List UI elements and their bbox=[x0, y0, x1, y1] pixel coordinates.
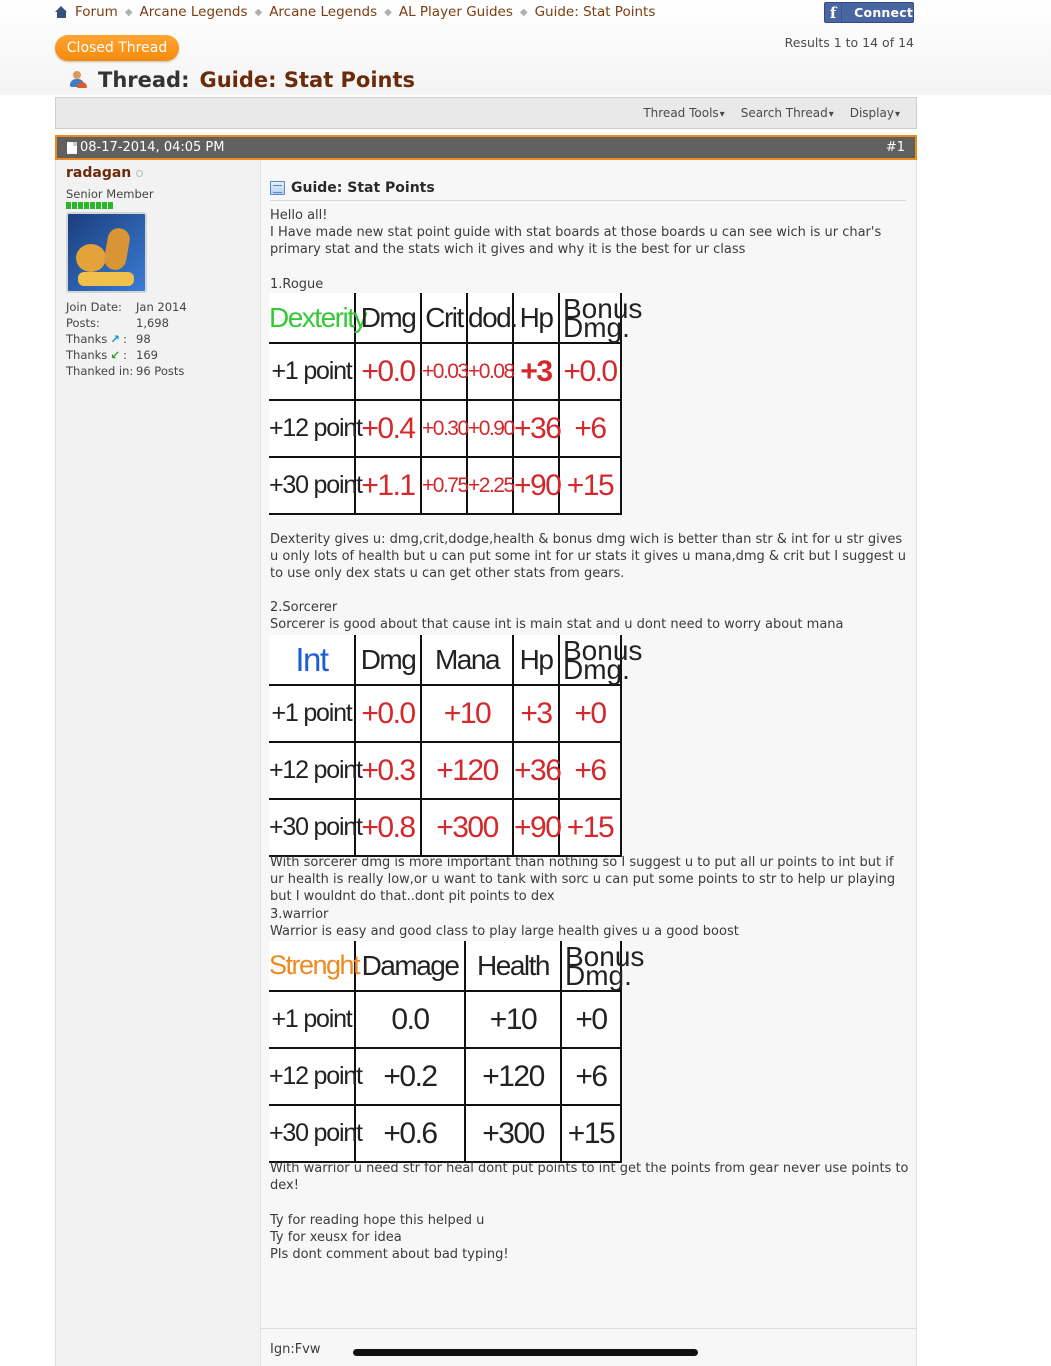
thread-tools-menu[interactable]: Thread Tools ▾ bbox=[643, 106, 724, 120]
warrior-stat-table bbox=[269, 940, 645, 1163]
table-cell: +90 bbox=[513, 457, 559, 514]
results-count: Results 1 to 14 of 14 bbox=[784, 35, 914, 50]
table-header-cell: Hp bbox=[513, 635, 559, 685]
post-date: 08-17-2014, 04:05 PM bbox=[80, 140, 225, 155]
outro-line: Ty for reading hope this helped u bbox=[270, 1213, 485, 1228]
closed-thread-button[interactable]: Closed Thread bbox=[55, 35, 179, 61]
table-cell: +36 bbox=[513, 742, 559, 799]
username[interactable]: radagan bbox=[66, 165, 132, 181]
table-row bbox=[269, 685, 621, 742]
table-header-cell: Damage bbox=[355, 941, 465, 991]
table-header-cell: Hp bbox=[513, 293, 559, 343]
facebook-connect-label: Connect bbox=[854, 5, 913, 20]
stat-label: Thanked in: bbox=[66, 364, 134, 378]
table-cell: +0.90 bbox=[467, 400, 513, 457]
stat-value: 1,698 bbox=[136, 316, 169, 330]
table-cell: +6 bbox=[561, 1048, 621, 1105]
stat-label-wrap: Thanks ↙ : bbox=[66, 348, 127, 362]
table-header-cell: Health bbox=[465, 941, 561, 991]
table-cell: 0.0 bbox=[355, 991, 465, 1048]
intro-text bbox=[270, 207, 910, 258]
breadcrumb-forum[interactable]: Forum bbox=[75, 4, 118, 20]
table-header-cell: Crit bbox=[421, 293, 467, 343]
table-cell: +1 point bbox=[269, 991, 355, 1048]
sorcerer-stat-table bbox=[269, 634, 643, 857]
table-cell: +0.30 bbox=[421, 400, 467, 457]
table-cell: +0.0 bbox=[355, 343, 421, 400]
stat-label: Posts: bbox=[66, 316, 100, 330]
table-cell: +90 bbox=[513, 799, 559, 856]
avatar[interactable] bbox=[66, 212, 147, 293]
warrior-heading: 3.warrior bbox=[270, 907, 329, 922]
user-title: Senior Member bbox=[66, 187, 154, 201]
table-header-cell: Int bbox=[269, 635, 355, 685]
table-cell: +0.75 bbox=[421, 457, 467, 514]
table-cell: +15 bbox=[559, 457, 621, 514]
stat-value: 96 Posts bbox=[136, 364, 185, 378]
thread-toolbar bbox=[55, 97, 917, 129]
table-cell: +0.8 bbox=[355, 799, 421, 856]
table-row bbox=[269, 457, 621, 514]
username-wrap bbox=[66, 165, 246, 181]
table-row bbox=[269, 799, 621, 856]
rogue-text: Dexterity gives u: dmg,crit,dodge,health & bonus dmg wich is better than str & int for u str gives u only lots of health but u can put some int for ur stats it gives u mana,dmg & crit but I suggest u to use only dex stats u can get other stats from gears. bbox=[270, 532, 906, 581]
table-cell: +6 bbox=[559, 742, 621, 799]
table-header-cell: Bonus Dmg. bbox=[561, 941, 621, 991]
table-row bbox=[269, 742, 621, 799]
sorcerer-intro: Sorcerer is good about that cause int is main stat and u dont need to worry about mana bbox=[270, 617, 844, 632]
table-cell: +300 bbox=[465, 1105, 561, 1162]
table-row bbox=[269, 1105, 621, 1162]
outro-line: Pls dont comment about bad typing! bbox=[270, 1247, 509, 1262]
signature: Ign:Fvw bbox=[270, 1342, 321, 1357]
table-cell: +10 bbox=[465, 991, 561, 1048]
stat-label: Thanks bbox=[66, 348, 108, 362]
table-cell: +120 bbox=[465, 1048, 561, 1105]
post-date-wrap bbox=[67, 140, 224, 155]
signature-divider bbox=[260, 1328, 916, 1329]
breadcrumb-arcane-legends[interactable]: Arcane Legends bbox=[139, 4, 248, 20]
table-cell: +120 bbox=[421, 742, 513, 799]
home-icon[interactable] bbox=[55, 6, 68, 18]
search-thread-menu[interactable]: Search Thread ▾ bbox=[741, 106, 834, 120]
breadcrumb-current: Guide: Stat Points bbox=[534, 4, 656, 20]
table-cell: +300 bbox=[421, 799, 513, 856]
table-header-cell: Dexterity bbox=[269, 293, 355, 343]
display-menu[interactable]: Display ▾ bbox=[850, 106, 900, 120]
table-cell: +0.2 bbox=[355, 1048, 465, 1105]
user-stats bbox=[66, 301, 246, 378]
intro-line: I Have made new stat point guide with stat boards at those boards u can see wich is ur char's primary stat and the stats wich it gives and why it is the best for ur class bbox=[270, 225, 882, 257]
table-header-cell: Bonus Dmg. bbox=[559, 293, 621, 343]
breadcrumb-separator-icon: ◆ bbox=[254, 6, 263, 18]
table-cell: +0.4 bbox=[355, 400, 421, 457]
stat-value: 169 bbox=[136, 348, 158, 362]
rogue-stat-table bbox=[269, 292, 643, 515]
table-row bbox=[269, 635, 621, 685]
breadcrumb-separator-icon: ◆ bbox=[124, 6, 133, 18]
table-cell: +10 bbox=[421, 685, 513, 742]
table-cell: +0.6 bbox=[355, 1105, 465, 1162]
table-cell: +0.0 bbox=[559, 343, 621, 400]
table-row bbox=[269, 941, 621, 991]
table-cell: +0.0 bbox=[355, 685, 421, 742]
table-header-cell: dod. bbox=[467, 293, 513, 343]
breadcrumb-separator-icon: ◆ bbox=[519, 6, 528, 18]
reputation-bar bbox=[66, 202, 246, 209]
table-cell: +0.3 bbox=[355, 742, 421, 799]
table-cell: +12 point bbox=[269, 742, 355, 799]
table-header-cell: Mana bbox=[421, 635, 513, 685]
table-cell: +12 point bbox=[269, 1048, 355, 1105]
intro-line: Hello all! bbox=[270, 208, 328, 223]
table-header-cell: Dmg bbox=[355, 293, 421, 343]
arrow-up-right-icon: ↗ bbox=[110, 332, 120, 346]
table-cell: +36 bbox=[513, 400, 559, 457]
table-cell: +30 point bbox=[269, 457, 355, 514]
table-cell: +12 point bbox=[269, 400, 355, 457]
page-title bbox=[68, 68, 415, 92]
arrow-down-left-icon: ↙ bbox=[110, 348, 120, 362]
warrior-text: With warrior u need str for heal dont put points to int get the points from gear never use points to dex! bbox=[270, 1161, 909, 1193]
table-cell: +15 bbox=[561, 1105, 621, 1162]
breadcrumb-al-player-guides[interactable]: AL Player Guides bbox=[398, 4, 513, 20]
facebook-connect-button[interactable] bbox=[824, 2, 914, 23]
rogue-heading: 1.Rogue bbox=[270, 277, 324, 292]
sorcerer-heading: 2.Sorcerer bbox=[270, 600, 338, 615]
home-indicator[interactable] bbox=[353, 1349, 698, 1356]
table-row bbox=[269, 293, 621, 343]
table-cell: +0 bbox=[561, 991, 621, 1048]
table-cell: +15 bbox=[559, 799, 621, 856]
table-header-cell: Strenght bbox=[269, 941, 355, 991]
offline-status-icon bbox=[136, 170, 143, 177]
facebook-icon: f bbox=[825, 3, 842, 22]
table-header-cell: Bonus Dmg. bbox=[559, 635, 621, 685]
breadcrumb-separator-icon: ◆ bbox=[384, 6, 392, 18]
table-row bbox=[269, 400, 621, 457]
table-cell: +0.08 bbox=[467, 343, 513, 400]
stat-value: 98 bbox=[136, 332, 151, 346]
message-icon bbox=[270, 181, 285, 195]
table-cell: +3 bbox=[513, 343, 559, 400]
stat-label-wrap: Thanks ↗ : bbox=[66, 332, 127, 346]
table-header-cell: Dmg bbox=[355, 635, 421, 685]
table-row bbox=[269, 991, 621, 1048]
sorcerer-text: With sorcerer dmg is more important than nothing so I suggest u to put all ur points to int but if ur health is really low,or u want to tank with sorc u can put some points to str to help ur playing but I wouldnt do that..dont pit points to dex bbox=[270, 855, 896, 904]
thread-title: Guide: Stat Points bbox=[199, 68, 416, 92]
breadcrumb bbox=[55, 4, 655, 20]
breadcrumb-arcane-legends-sub[interactable]: Arcane Legends bbox=[269, 4, 378, 20]
post-title bbox=[270, 176, 906, 201]
document-icon bbox=[67, 142, 77, 154]
outro-line: Ty for xeusx for idea bbox=[270, 1230, 402, 1245]
table-cell: +1 point bbox=[269, 685, 355, 742]
table-cell: +30 point bbox=[269, 1105, 355, 1162]
warrior-intro: Warrior is easy and good class to play large health gives u a good boost bbox=[270, 924, 739, 939]
table-cell: +2.25 bbox=[467, 457, 513, 514]
people-icon bbox=[68, 71, 88, 89]
table-cell: +0.03 bbox=[421, 343, 467, 400]
table-row bbox=[269, 343, 621, 400]
stat-value: Jan 2014 bbox=[136, 300, 187, 314]
outro-text bbox=[270, 1212, 910, 1263]
stat-label: Thanks bbox=[66, 332, 108, 346]
stat-label: Join Date: bbox=[66, 300, 122, 314]
table-cell: +30 point bbox=[269, 799, 355, 856]
table-cell: +0 bbox=[559, 685, 621, 742]
post-number[interactable]: #1 bbox=[885, 140, 905, 155]
table-cell: +1 point bbox=[269, 343, 355, 400]
post-title-text: Guide: Stat Points bbox=[291, 180, 435, 196]
post-header bbox=[55, 135, 917, 160]
thread-prefix: Thread: bbox=[98, 68, 190, 92]
user-info bbox=[66, 165, 246, 378]
table-cell: +1.1 bbox=[355, 457, 421, 514]
table-cell: +6 bbox=[559, 400, 621, 457]
table-row bbox=[269, 1048, 621, 1105]
table-cell: +3 bbox=[513, 685, 559, 742]
